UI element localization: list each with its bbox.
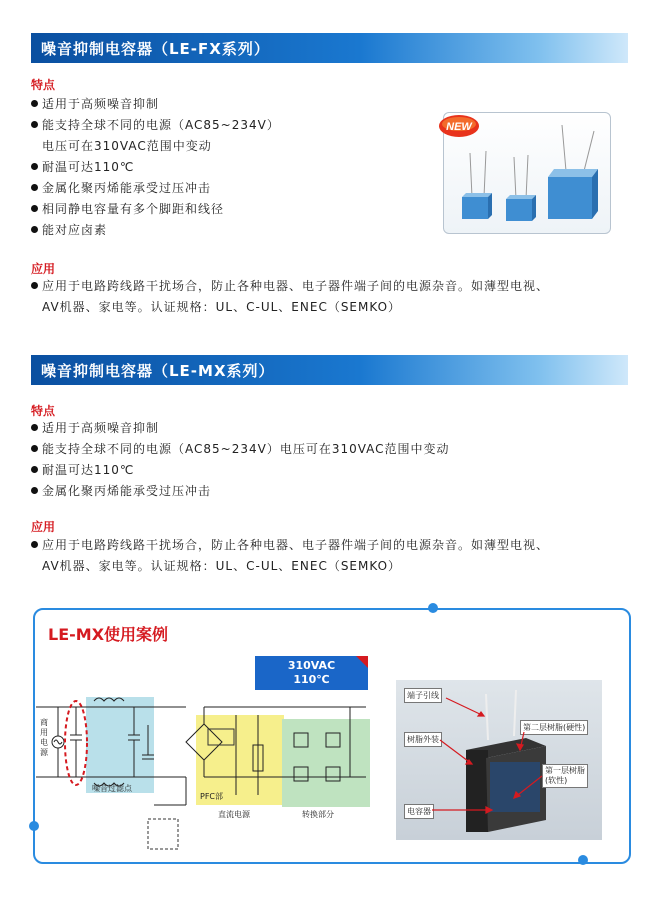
converter-label: 转换部分 <box>302 810 334 819</box>
list-item: 适用于高频噪音抑制 <box>31 418 450 439</box>
mx-section-banner <box>31 355 628 385</box>
bullet-icon <box>31 100 38 107</box>
new-badge-text: NEW <box>446 121 472 133</box>
callout-epoxy-outer: 树脂外装 <box>404 732 442 747</box>
bullet-icon <box>31 226 38 233</box>
bullet-icon <box>31 424 38 431</box>
filter-label: 噪音过滤点 <box>92 784 132 793</box>
list-item: 能对应卤素 <box>31 220 280 241</box>
converter-block <box>282 719 370 807</box>
fx-features-label: 特点 <box>31 78 56 92</box>
frame-dot-icon <box>578 855 588 865</box>
fx-section-banner <box>31 33 628 63</box>
dc-label: 直流电源 <box>218 810 250 819</box>
list-item: 耐温可达110℃ <box>31 460 450 481</box>
fx-features-list <box>31 94 280 241</box>
list-item: 耐温可达110℃ <box>31 157 280 178</box>
callout-second-resin: 第二层树脂(硬性) <box>520 720 588 735</box>
bullet-icon <box>31 541 38 548</box>
use-case-title: LE-MX使用案例 <box>48 625 169 644</box>
pfc-label: PFC部 <box>200 792 224 801</box>
list-item: 应用于电路跨线路干扰场合，防止各种电器、电子器件端子间的电源杂音。如薄型电视、 <box>31 276 549 297</box>
capacitor-structure-photo <box>396 680 602 840</box>
bullet-icon <box>31 487 38 494</box>
list-item: 能支持全球不同的电源（AC85~234V）电压可在310VAC范围中变动 <box>31 439 450 460</box>
bullet-icon <box>31 466 38 473</box>
fx-application-label: 应用 <box>31 262 56 276</box>
list-item: 能支持全球不同的电源（AC85~234V） <box>31 115 280 136</box>
optional-cap-icon <box>148 819 178 849</box>
temperature-value: 110℃ <box>293 673 330 686</box>
list-item: 相同静电容量有多个脚距和线径 <box>31 199 280 220</box>
mx-section-title: 噪音抑制电容器（LE-MX系列） <box>41 362 275 380</box>
input-label: 商用电源 <box>40 718 48 757</box>
list-item: 应用于电路跨线路干扰场合，防止各种电器、电子器件端子间的电源杂音。如薄型电视、 <box>31 535 549 556</box>
list-item: 电压可在310VAC范围中变动 <box>42 139 212 153</box>
callout-capacitor: 电容器 <box>404 804 434 819</box>
list-item: 金属化聚丙烯能承受过压冲击 <box>31 178 280 199</box>
fx-section-title: 噪音抑制电容器（LE-FX系列） <box>41 40 270 58</box>
mx-features-list <box>31 418 450 502</box>
circuit-diagram <box>36 655 376 855</box>
callout-terminal: 端子引线 <box>404 688 442 703</box>
list-item: AV机器、家电等。认证规格：UL、C-UL、ENEC（SEMKO） <box>42 300 402 314</box>
mx-features-label: 特点 <box>31 404 56 418</box>
list-item: 适用于高频噪音抑制 <box>31 94 280 115</box>
new-badge-icon <box>438 114 480 138</box>
callout-first-resin: 第一层树脂 (软性) <box>542 764 588 788</box>
list-item: 金属化聚丙烯能承受过压冲击 <box>31 481 450 502</box>
list-item: AV机器、家电等。认证规格：UL、C-UL、ENEC（SEMKO） <box>42 559 402 573</box>
mx-application-list <box>31 535 549 577</box>
frame-dot-icon <box>428 603 438 613</box>
bullet-icon <box>31 282 38 289</box>
fx-application-list <box>31 276 549 318</box>
bullet-icon <box>31 205 38 212</box>
callout-arrows <box>396 680 602 840</box>
bullet-icon <box>31 184 38 191</box>
filter-block <box>86 697 154 793</box>
bullet-icon <box>31 121 38 128</box>
voltage-value: 310VAC <box>287 659 336 672</box>
mx-application-label: 应用 <box>31 520 56 534</box>
bullet-icon <box>31 163 38 170</box>
bullet-icon <box>31 445 38 452</box>
